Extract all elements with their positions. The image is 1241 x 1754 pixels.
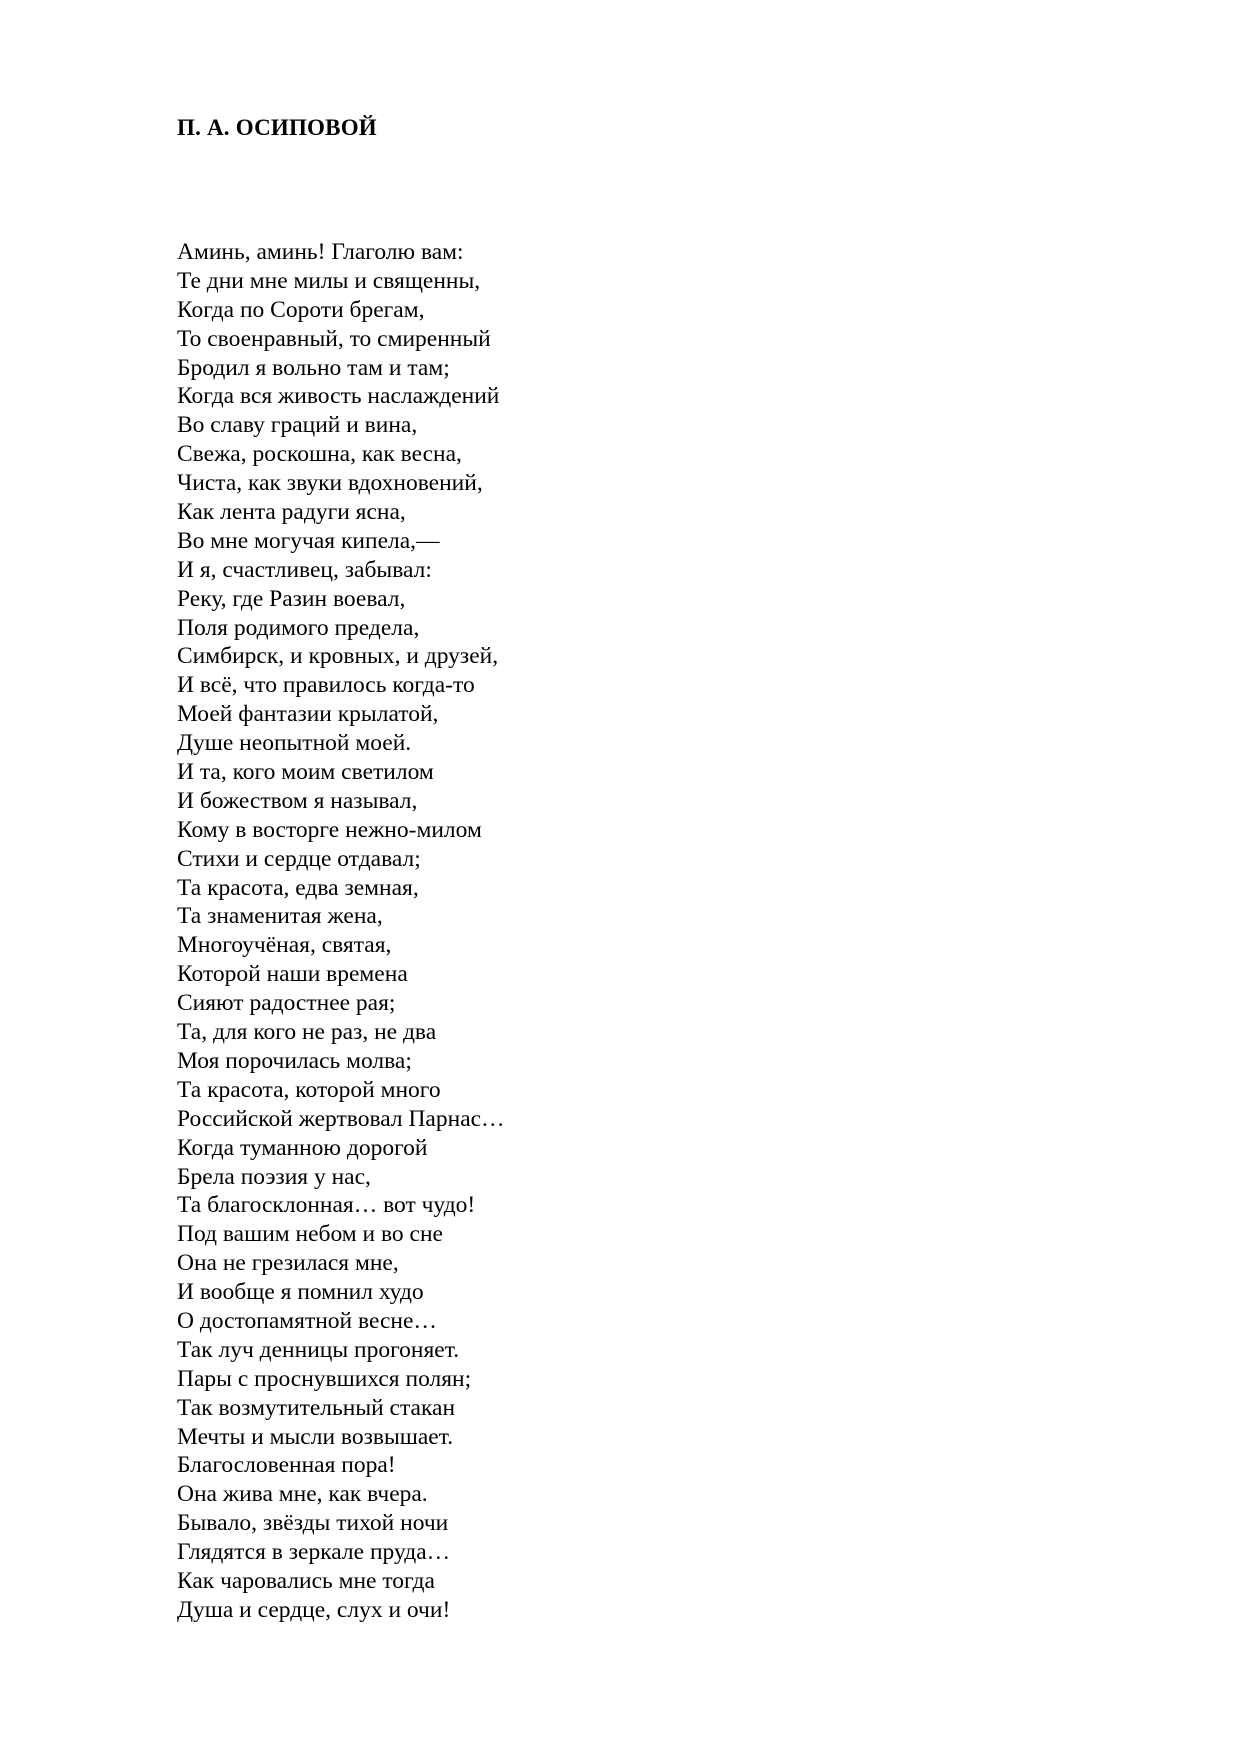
poem-line: Кому в восторге нежно-милом <box>177 816 482 843</box>
poem-line: Так возмутительный стакан <box>177 1394 456 1421</box>
poem-line: Сияют радостнее рая; <box>177 990 396 1017</box>
poem-line: Глядятся в зеркале пруда… <box>177 1539 451 1566</box>
poem-line: Так луч денницы прогоняет. <box>177 1336 460 1363</box>
poem-line: Те дни мне милы и священны, <box>177 267 481 294</box>
poem-line: Когда по Сороти брегам, <box>177 296 425 323</box>
poem-line: Она не грезилася мне, <box>177 1250 399 1277</box>
poem-line: Та благосклонная… вот чудо! <box>177 1192 476 1219</box>
poem-line: Стихи и сердце отдавал; <box>177 845 421 872</box>
poem-line: Моей фантазии крылатой, <box>177 701 439 728</box>
poem-line: Бывало, звёзды тихой ночи <box>177 1510 449 1537</box>
poem-line: Аминь, аминь! Глаголю вам: <box>177 239 464 265</box>
poem-line: Когда туманною дорогой <box>177 1134 428 1161</box>
poem-line: Душе неопытной моей. <box>177 730 412 757</box>
poem-line: Та знаменитая жена, <box>177 903 383 930</box>
poem-line: Многоучёная, святая, <box>177 932 392 959</box>
poem-line: И я, счастливец, забывал: <box>177 556 432 583</box>
poem-line: И та, кого моим светилом <box>177 759 434 786</box>
poem-line: Симбирск, и кровных, и друзей, <box>177 643 499 670</box>
poem-line: Поля родимого предела, <box>177 614 420 641</box>
poem-line: Благословенная пора! <box>177 1452 396 1479</box>
poem-line: Та красота, едва земная, <box>177 874 419 901</box>
poem-line: Свежа, роскошна, как весна, <box>177 441 462 468</box>
poem-line: Когда вся живость наслаждений <box>177 383 500 410</box>
poem-line: Душа и сердце, слух и очи! <box>177 1596 451 1623</box>
poem-line: Которой наши времена <box>177 961 408 988</box>
poem-line: Под вашим небом и во сне <box>177 1221 443 1248</box>
poem-line: Во славу граций и вина, <box>177 412 418 439</box>
poem-line: Она жива мне, как вчера. <box>177 1481 428 1508</box>
poem-line: О достопамятной весне… <box>177 1307 437 1334</box>
poem-line: Та, для кого не раз, не два <box>177 1019 437 1046</box>
poem-line: Как чаровались мне тогда <box>177 1567 435 1594</box>
poem-line: Моя порочилась молва; <box>177 1047 412 1074</box>
poem-body <box>177 238 505 1625</box>
poem-line: И всё, что правилось когда-то <box>177 672 475 699</box>
poem-line: Чиста, как звуки вдохновений, <box>177 470 483 497</box>
poem-line: Бродил я вольно там и там; <box>177 354 450 381</box>
poem-line: Во мне могучая кипела,— <box>177 527 440 554</box>
poem-line: Как лента радуги ясна, <box>177 499 406 526</box>
poem-line: Российской жертвовал Парнас… <box>177 1105 505 1132</box>
poem-line: Та красота, которой много <box>177 1076 441 1103</box>
poem-line: То своенравный, то смиренный <box>177 325 491 352</box>
poem-line: Реку, где Разин воевал, <box>177 585 406 612</box>
poem-title: П. А. ОСИПОВОЙ <box>177 115 377 140</box>
poem-line: Брела поэзия у нас, <box>177 1163 371 1190</box>
poem-line: Мечты и мысли возвышает. <box>177 1423 454 1450</box>
poem-line: Пары с проснувшихся полян; <box>177 1365 472 1392</box>
poem-line: И вообще я помнил худо <box>177 1279 424 1306</box>
poem-line: И божеством я называл, <box>177 787 418 814</box>
